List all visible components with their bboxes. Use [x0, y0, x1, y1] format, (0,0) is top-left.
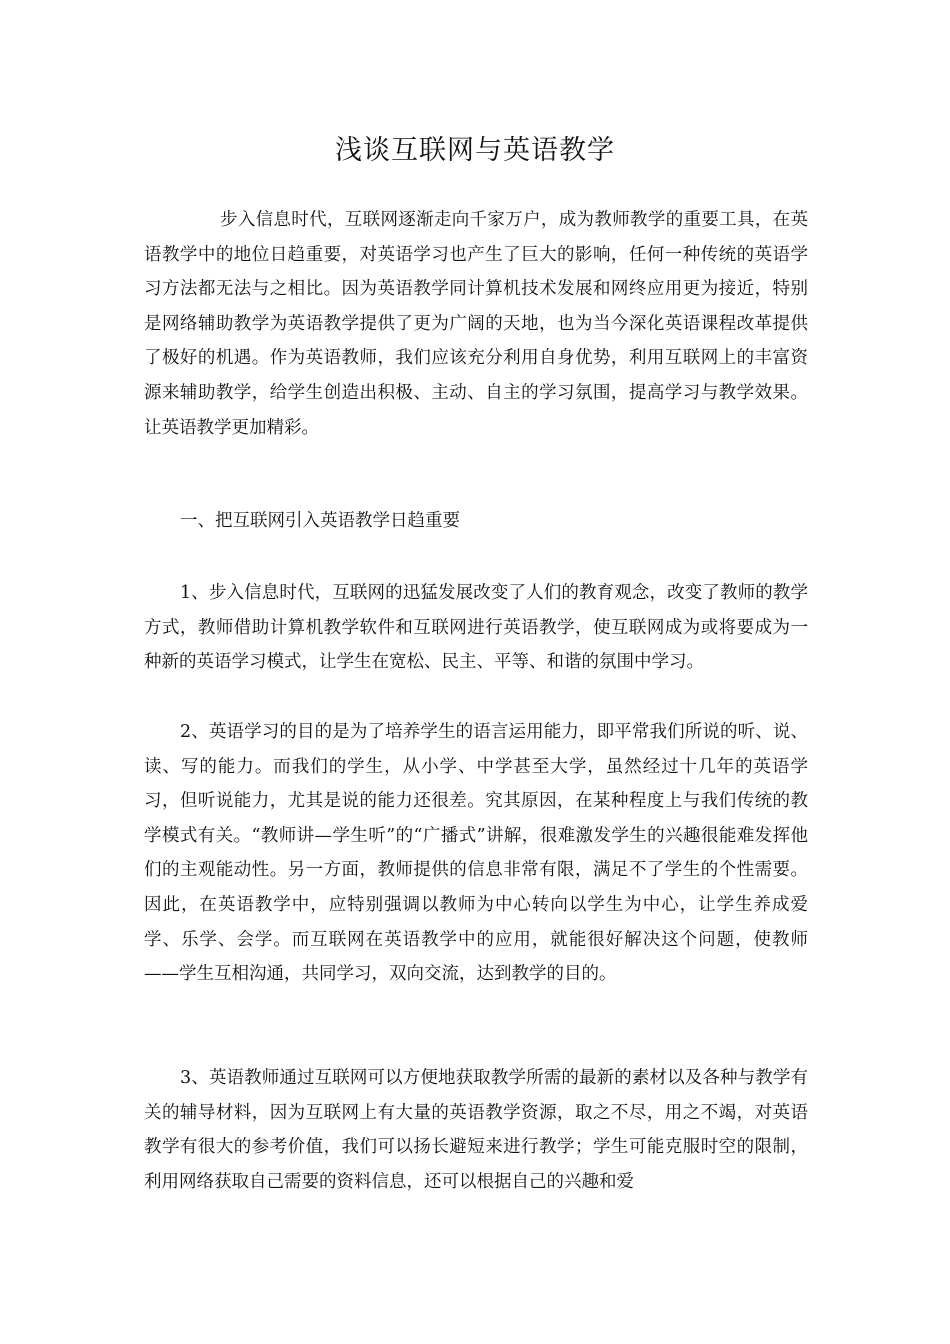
point-3-paragraph: 3、英语教师通过互联网可以方便地获取教学所需的最新的素材以及各种与教学有关的辅导材料，因为互联网上有大量的英语教学资源，取之不尽，用之不竭，对英语教学有很大的参考价值，我们可以扬长避短来进行教学；学生可能克服时空的限制，利用网络获取自己需要的资料信息，还可以根据自己的兴趣和爱 [144, 1068, 808, 1192]
document-title: 浅谈互联网与英语教学 [335, 135, 615, 166]
point-1-paragraph: 1、步入信息时代，互联网的迅猛发展改变了人们的教育观念，改变了教师的教学方式，教师借助计算机教学软件和互联网进行英语教学，使互联网成为或将要成为一种新的英语学习模式，让学生在宽松、民主、平等、和谐的氛围中学习。 [144, 583, 808, 673]
point-2-paragraph: 2、英语学习的目的是为了培养学生的语言运用能力，即平常我们所说的听、说、读、写的能力。而我们的学生，从小学、中学甚至大学，虽然经过十几年的英语学习，但听说能力，尤其是说的能力还很差。究其原因，在某种程度上与我们传统的教学模式有关。“教师讲—学生听”的“广播式”讲解，很难激发学生的兴趣很能难发挥他们的主观能动性。另一方面，教师提供的信息非常有限，满足不了学生的个性需要。因此，在英语教学中，应特别强调以教师为中心转向以学生为中心，让学生养成爱学、乐学、会学。而互联网在英语教学中的应用，就能很好解决这个问题，使教师——学生互相沟通，共同学习，双向交流，达到教学的目的。 [144, 722, 808, 985]
section-heading: 一、把互联网引入英语教学日趋重要 [180, 511, 460, 531]
intro-paragraph: 步入信息时代，互联网逐渐走向千家万户，成为教师教学的重要工具，在英语教学中的地位日趋重要，对英语学习也产生了巨大的影响，任何一种传统的英语学习方法都无法与之相比。因为英语教学同计算机技术发展和网终应用更为接近，特别是网络辅助教学为英语教学提供了更为广阔的天地，也为当今深化英语课程改革提供了极好的机遇。作为英语教师，我们应该充分利用自身优势，利用互联网上的丰富资源来辅助教学，给学生创造出积极、主动、自主的学习氛围，提高学习与教学效果。让英语教学更加精彩。 [144, 210, 808, 438]
